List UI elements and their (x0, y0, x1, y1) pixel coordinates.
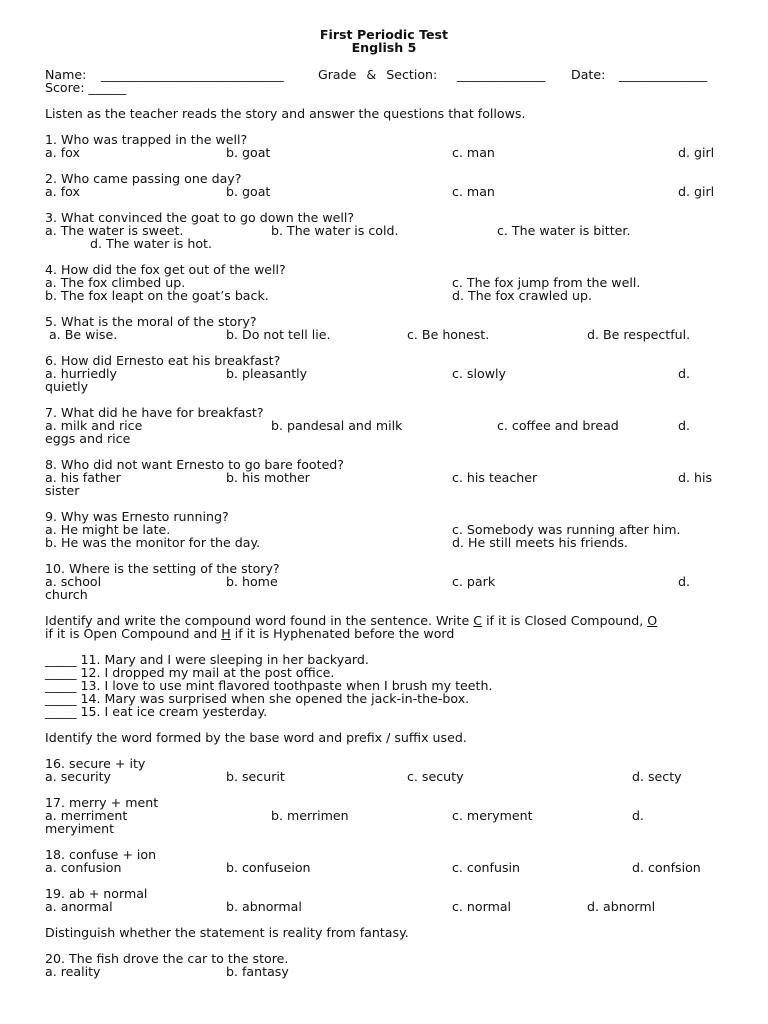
question-8: 8. Who did not want Ernesto to go bare footed? (45, 457, 344, 472)
question-2: 2. Who came passing one day? (45, 171, 242, 186)
compound-item-14: _____ 14. Mary was surprised when she opened the jack-in-the-box. (45, 691, 470, 706)
q19-option-a: a. anormal (45, 899, 113, 914)
date-blank: ______________ (619, 67, 708, 82)
question-10: 10. Where is the setting of the story? (45, 561, 280, 576)
grade-section-label: Grade & Section: (318, 67, 438, 82)
open-compound-code: O (647, 613, 658, 628)
q17-option-c: c. meryment (452, 808, 533, 823)
q10-option-d: d. (678, 574, 690, 589)
q8-option-c: c. his teacher (452, 470, 538, 485)
q8-option-d: d. his (678, 470, 713, 485)
q10-option-d-wrap: church (45, 587, 88, 602)
compound-item-11: _____ 11. Mary and I were sleeping in her backyard. (45, 652, 369, 667)
q20-option-a: a. reality (45, 964, 101, 979)
q19-option-d: d. abnorml (587, 899, 656, 914)
name-blank: _____________________________ (101, 67, 284, 82)
q3-option-b: b. The water is cold. (271, 223, 399, 238)
q17-option-d: d. (632, 808, 644, 823)
q7-option-d: d. (678, 418, 690, 433)
q17-option-d-wrap: meryiment (45, 821, 115, 836)
closed-compound-code: C (473, 613, 483, 628)
q7-option-c: c. coffee and bread (497, 418, 619, 433)
q19-option-b: b. abnormal (226, 899, 302, 914)
q4-option-a: a. The fox climbed up. (45, 275, 186, 290)
compound-instruction-line-1: Identify and write the compound word found in the sentence. Write C if it is Closed Compound, O (45, 613, 658, 628)
question-1: 1. Who was trapped in the well? (45, 132, 248, 147)
q18-option-b: b. confuseion (226, 860, 311, 875)
question-3: 3. What convinced the goat to go down the well? (45, 210, 355, 225)
reality-instruction: Distinguish whether the statement is reality from fantasy. (45, 925, 409, 940)
question-4: 4. How did the fox get out of the well? (45, 262, 286, 277)
listen-instruction: Listen as the teacher reads the story and answer the questions that follows. (45, 106, 526, 121)
q1-option-a: a. fox (45, 145, 80, 160)
q9-option-c: c. Somebody was running after him. (452, 522, 681, 537)
q6-option-d-wrap: quietly (45, 379, 89, 394)
q8-option-a: a. his father (45, 470, 121, 485)
q5-option-a: a. Be wise. (49, 327, 118, 342)
question-6: 6. How did Ernesto eat his breakfast? (45, 353, 281, 368)
q10-option-c: c. park (452, 574, 496, 589)
q17-option-b: b. merrimen (271, 808, 349, 823)
compound-item-13: _____ 13. I love to use mint flavored toothpaste when I brush my teeth. (45, 678, 493, 693)
q1-option-c: c. man (452, 145, 495, 160)
q4-option-b: b. The fox leapt on the goat’s back. (45, 288, 269, 303)
q9-option-b: b. He was the monitor for the day. (45, 535, 261, 550)
q4-option-c: c. The fox jump from the well. (452, 275, 641, 290)
q10-option-a: a. school (45, 574, 102, 589)
q2-option-b: b. goat (226, 184, 271, 199)
question-19: 19. ab + normal (45, 886, 148, 901)
question-20: 20. The fish drove the car to the store. (45, 951, 289, 966)
q6-option-d: d. (678, 366, 690, 381)
q16-option-c: c. secuty (407, 769, 464, 784)
question-7: 7. What did he have for breakfast? (45, 405, 264, 420)
q7-option-d-wrap: eggs and rice (45, 431, 131, 446)
q18-option-c: c. confusin (452, 860, 520, 875)
q7-option-a: a. milk and rice (45, 418, 143, 433)
compound-item-12: _____ 12. I dropped my mail at the post office. (45, 665, 335, 680)
q2-option-a: a. fox (45, 184, 80, 199)
affix-instruction: Identify the word formed by the base word and prefix / suffix used. (45, 730, 467, 745)
q6-option-b: b. pleasantly (226, 366, 308, 381)
q6-option-c: c. slowly (452, 366, 506, 381)
q8-option-b: b. his mother (226, 470, 310, 485)
grade-section-blank: ______________ (457, 67, 546, 82)
q9-option-d: d. He still meets his friends. (452, 535, 628, 550)
q8-option-d-wrap: sister (45, 483, 80, 498)
test-subtitle: English 5 (351, 40, 417, 55)
q10-option-b: b. home (226, 574, 278, 589)
date-label: Date: (571, 67, 606, 82)
q16-option-b: b. securit (226, 769, 285, 784)
compound-item-15: _____ 15. I eat ice cream yesterday. (45, 704, 268, 719)
q5-option-c: c. Be honest. (407, 327, 490, 342)
question-5: 5. What is the moral of the story? (45, 314, 257, 329)
question-9: 9. Why was Ernesto running? (45, 509, 229, 524)
question-16: 16. secure + ity (45, 756, 146, 771)
q19-option-c: c. normal (452, 899, 512, 914)
q1-option-b: b. goat (226, 145, 271, 160)
q4-option-d: d. The fox crawled up. (452, 288, 592, 303)
q2-option-d: d. girl (678, 184, 715, 199)
question-17: 17. merry + ment (45, 795, 159, 810)
q3-option-c: c. The water is bitter. (497, 223, 631, 238)
q1-option-d: d. girl (678, 145, 715, 160)
hyphenated-code: H (221, 626, 231, 641)
q20-option-b: b. fantasy (226, 964, 289, 979)
compound-instruction-line-2: if it is Open Compound and H if it is Hyphenated before the word (45, 626, 455, 641)
name-label: Name: (45, 67, 87, 82)
q5-option-d: d. Be respectful. (587, 327, 691, 342)
q3-option-a: a. The water is sweet. (45, 223, 184, 238)
test-title: First Periodic Test (319, 27, 449, 42)
q7-option-b: b. pandesal and milk (271, 418, 403, 433)
question-18: 18. confuse + ion (45, 847, 157, 862)
q5-option-b: b. Do not tell lie. (226, 327, 331, 342)
q9-option-a: a. He might be late. (45, 522, 171, 537)
score-label: Score: ______ (45, 80, 127, 95)
q17-option-a: a. merriment (45, 808, 128, 823)
q6-option-a: a. hurriedly (45, 366, 118, 381)
q3-option-d: d. The water is hot. (90, 236, 213, 251)
q2-option-c: c. man (452, 184, 495, 199)
q16-option-a: a. security (45, 769, 112, 784)
q18-option-d: d. confsion (632, 860, 701, 875)
q16-option-d: d. secty (632, 769, 682, 784)
q18-option-a: a. confusion (45, 860, 122, 875)
